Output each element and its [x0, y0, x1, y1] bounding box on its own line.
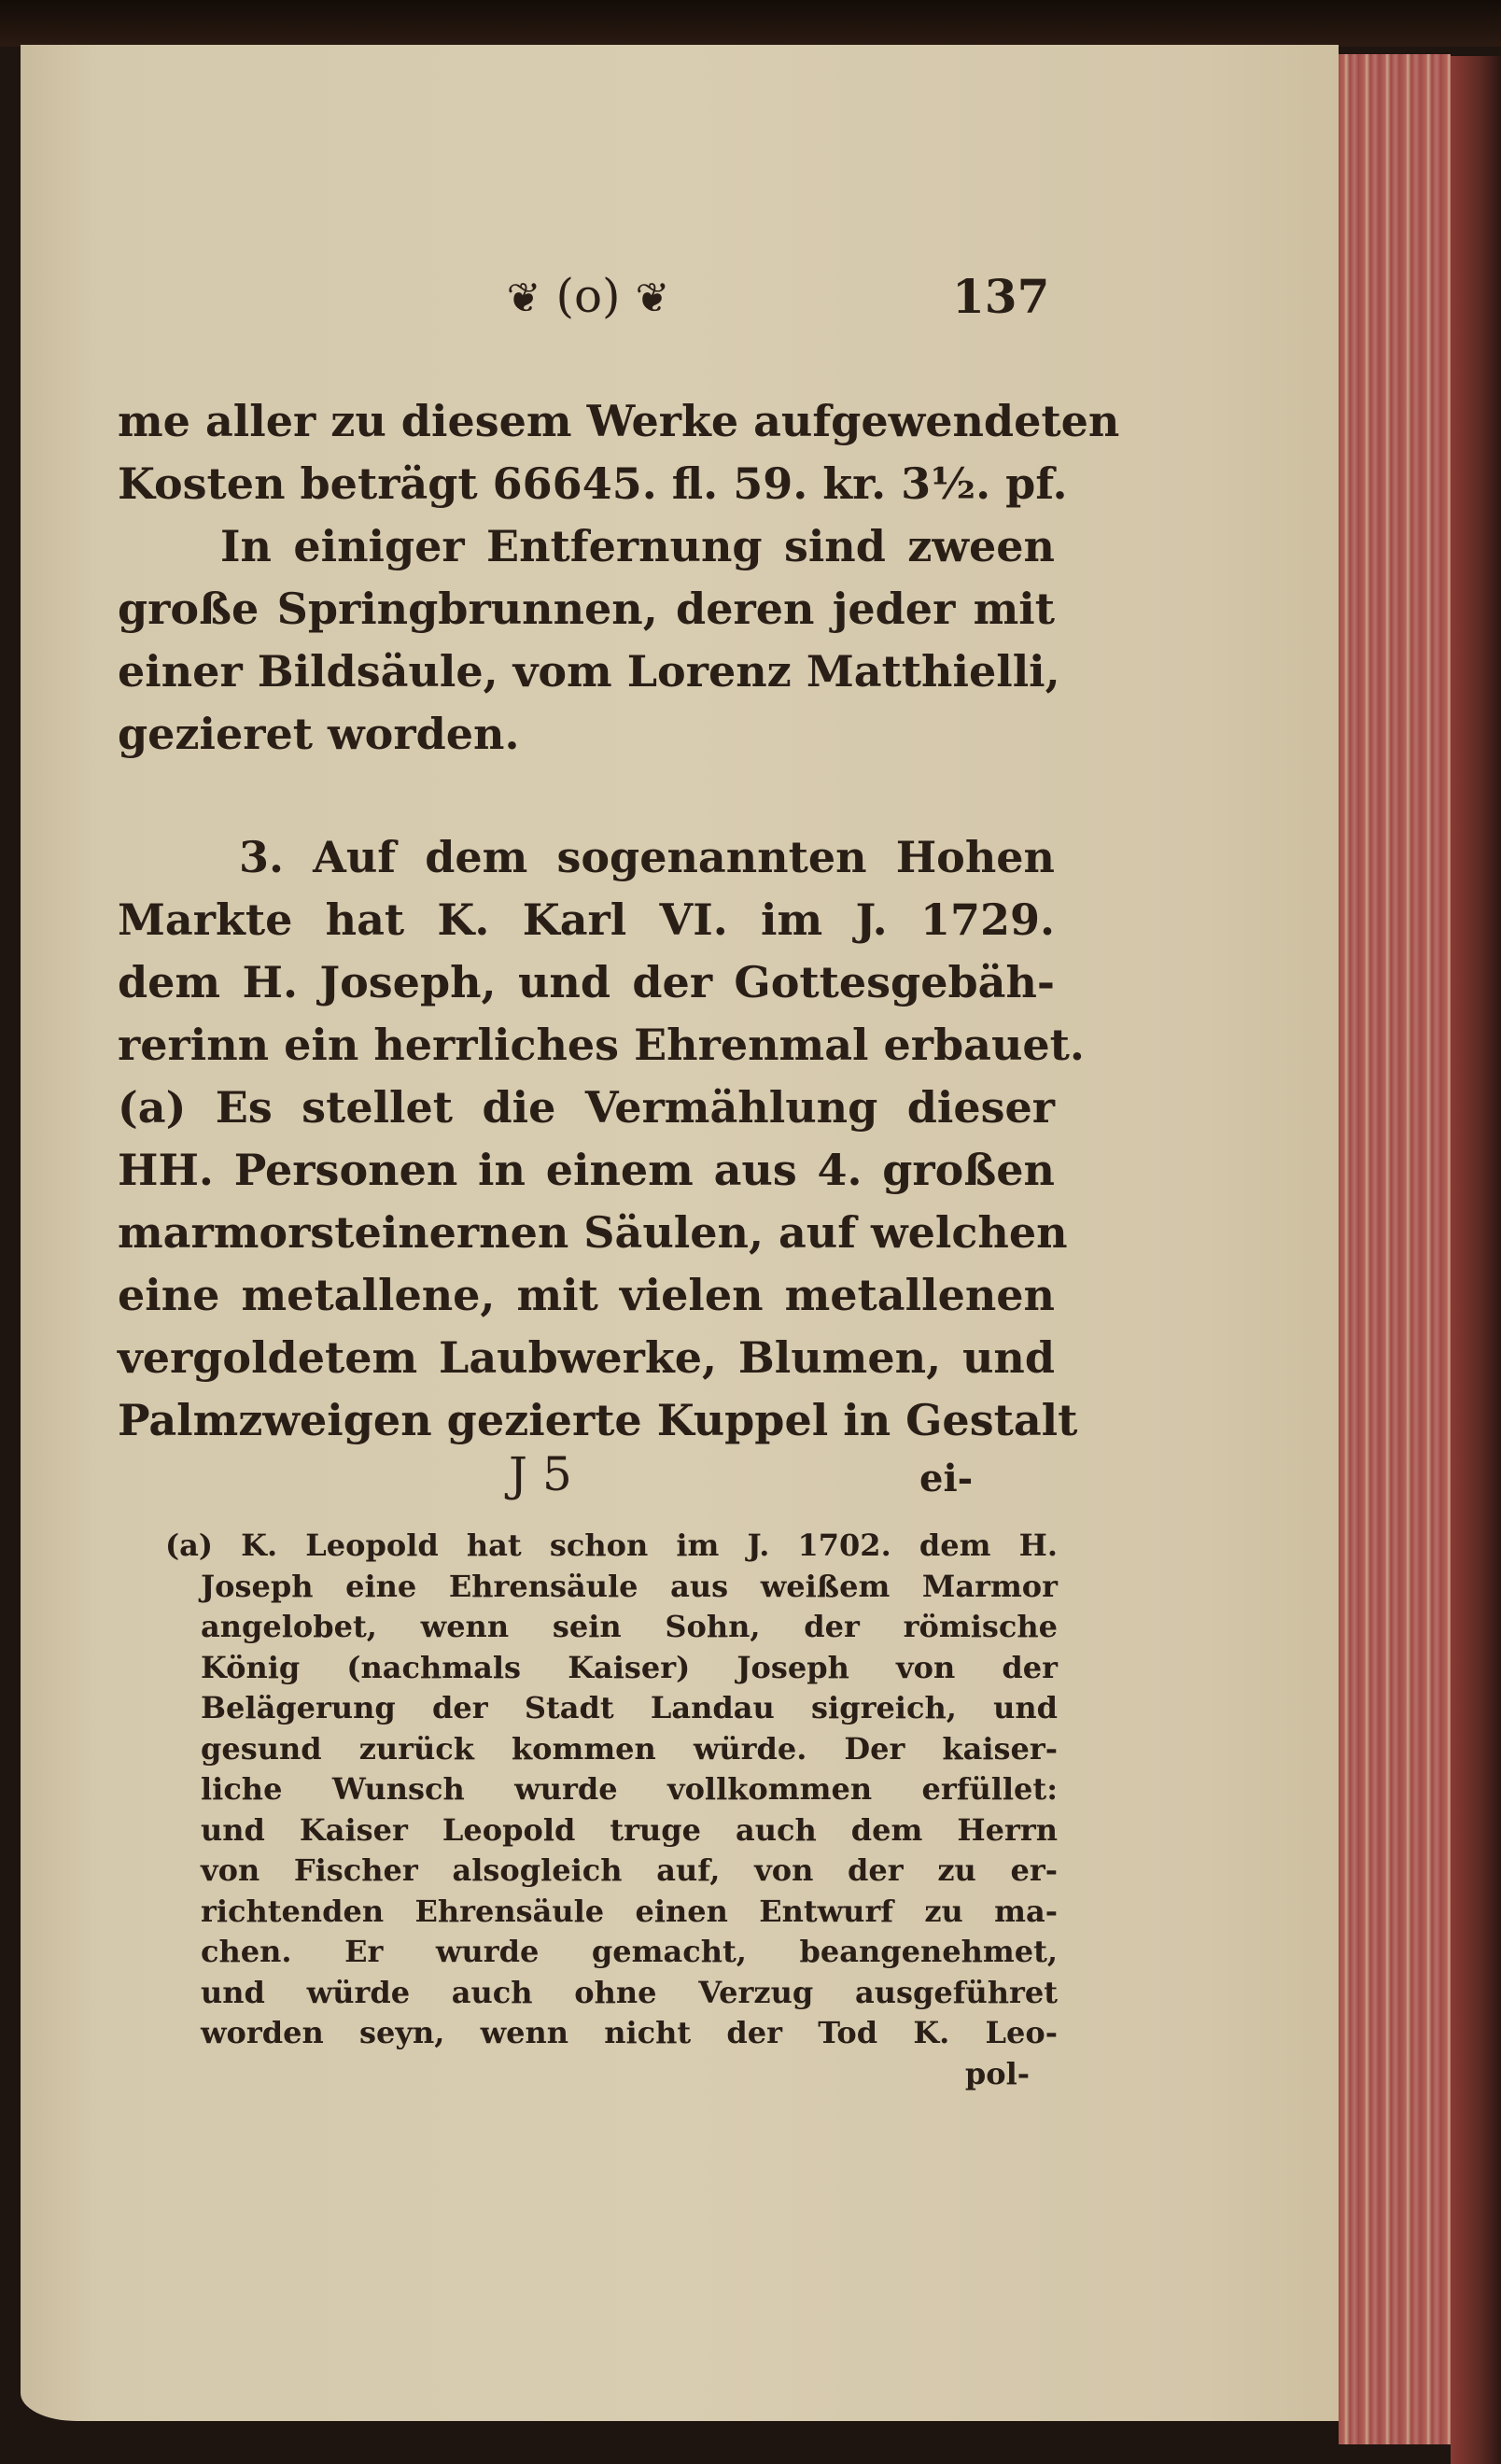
paragraph-3	[118, 826, 1085, 1452]
footnote-line: und Kaiser Leopold truge auch dem Herrn	[201, 1811, 1058, 1848]
footnote-line: liche Wunsch wurde vollkommen erfüllet:	[201, 1771, 1058, 1807]
footnote-line: chen. Er wurde gemacht, beangenehmet,	[201, 1934, 1058, 1969]
footnote-line: Joseph eine Ehrensäule aus weißem Marmor	[201, 1568, 1058, 1604]
page-edges-red	[1339, 54, 1451, 2444]
catchword: ei-	[919, 1457, 974, 1500]
text-line: dem H. Joseph, und der Gottesgebäh-	[118, 957, 1055, 1007]
footnote-line: und würde auch ohne Verzug ausgeführet	[201, 1974, 1058, 2010]
footnote-catchword: pol-	[964, 2055, 1030, 2091]
footnote-line: Belägerung der Stadt Landau sigreich, und	[201, 1690, 1058, 1725]
page-number: 137	[952, 269, 1050, 324]
text-line: HH. Personen in einem aus 4. großen	[118, 1145, 1055, 1195]
text-line: gezieret worden.	[118, 709, 520, 759]
paragraph-1	[118, 390, 1120, 766]
footnote-line: von Fischer alsogleich auf, von der zu er-	[201, 1852, 1058, 1888]
footnote	[165, 1526, 1058, 2094]
text-line: rerinn ein herrliches Ehrenmal erbauet.	[118, 1020, 1085, 1070]
book-binding-edge	[1451, 56, 1501, 2464]
text-line: Palmzweigen gezierte Kuppel in Gestalt	[118, 1395, 1078, 1445]
footnote-line: gesund zurück kommen würde. Der kaiser-	[201, 1730, 1058, 1767]
text-line: Markte hat K. Karl VI. im J. 1729.	[118, 894, 1055, 945]
text-line: marmorsteinernen Säulen, auf welchen	[118, 1207, 1068, 1258]
ornament-right-icon: ❦	[635, 275, 670, 322]
text-line: einer Bildsäule, vom Lorenz Matthielli,	[118, 646, 1060, 697]
ornament-left-icon: ❦	[506, 275, 541, 322]
text-line: eine metallene, mit vielen metallenen	[118, 1270, 1055, 1320]
footnote-line: richtenden Ehrensäule einen Entwurf zu ma-	[201, 1893, 1058, 1929]
running-header	[411, 269, 765, 323]
text-line: Kosten beträgt 66645. fl. 59. kr. 3½. pf.	[118, 458, 1068, 509]
book-cover-top	[0, 0, 1501, 47]
footnote-line: König (nachmals Kaiser) Joseph von der	[201, 1649, 1058, 1685]
text-line: 3. Auf dem sogenannten Hohen	[239, 832, 1055, 882]
footnote-line: (a) K. Leopold hat schon im J. 1702. dem H.	[165, 1528, 1058, 1563]
text-line: (a) Es stellet die Vermählung dieser	[118, 1082, 1055, 1133]
footnote-line: angelobet, wenn sein Sohn, der römische	[201, 1609, 1058, 1644]
signature-mark: J 5	[509, 1447, 572, 1501]
text-line: vergoldetem Laubwerke, Blumen, und	[118, 1332, 1055, 1383]
text-line: große Springbrunnen, deren jeder mit	[118, 584, 1055, 634]
text-line: In einiger Entfernung sind zween	[220, 521, 1055, 571]
footnote-line: worden seyn, wenn nicht der Tod K. Leo-	[201, 2015, 1058, 2050]
text-line: me aller zu diesem Werke aufgewendeten	[118, 396, 1120, 446]
header-center: (o)	[555, 269, 621, 323]
